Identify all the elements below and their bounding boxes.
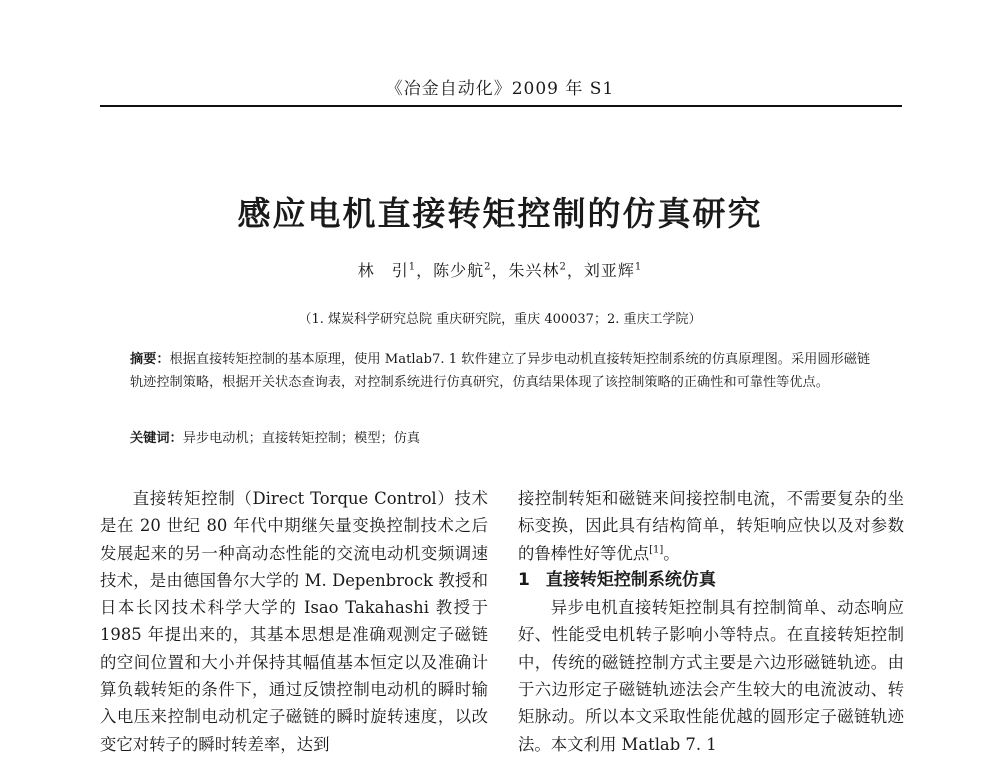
- author-name: 刘亚辉: [583, 261, 635, 280]
- author-affiliation-mark: 1: [408, 261, 417, 273]
- continued-text: 接控制转矩和磁链来间接控制电流，不需要复杂的坐标变换，因此具有结构简单，转矩响应快以及对参数的鲁棒性好等优点: [518, 489, 904, 563]
- abstract: [130, 348, 882, 394]
- keywords: [130, 427, 882, 446]
- author-separator: ，: [416, 261, 434, 280]
- abstract-label: 摘要：: [130, 352, 170, 367]
- header-rule: [100, 105, 902, 107]
- continued-paragraph: [518, 485, 904, 567]
- section-heading: [518, 567, 904, 594]
- paper-title: 感应电机直接转矩控制的仿真研究: [237, 194, 763, 233]
- keywords-label: 关键词：: [130, 431, 183, 446]
- keywords-text: 异步电动机；直接转矩控制；模型；仿真: [182, 431, 421, 446]
- section-number: 1: [518, 569, 530, 590]
- author-affiliation-mark: 1: [634, 261, 643, 273]
- author-name: 林 引: [357, 261, 409, 280]
- journal-running-head: 《冶金自动化》2009 年 S1: [385, 79, 615, 99]
- author-name: 陈少航: [433, 261, 485, 280]
- author-affiliation-mark: 2: [559, 261, 567, 273]
- author-name: 朱兴林: [508, 261, 560, 280]
- author-affiliation-mark: 2: [484, 261, 492, 273]
- left-column: [100, 485, 488, 758]
- affiliation: （1. 煤炭科学研究总院 重庆研究院，重庆 400037；2. 重庆工学院）: [298, 312, 702, 327]
- abstract-text: 根据直接转矩控制的基本原理，使用 Matlab7. 1 软件建立了异步电动机直接转矩控制系统的仿真原理图。采用圆形磁链轨迹控制策略，根据开关状态查询表，对控制系统进行仿真研究，仿真结果体现了该控制策略的正确性和可靠性等优点。: [130, 352, 871, 390]
- citation-mark: [1]: [649, 544, 664, 556]
- author-separator: ，: [566, 261, 584, 280]
- right-column: [518, 485, 904, 758]
- body-paragraph: 直接转矩控制（Direct Torque Control）技术是在 20 世纪 80 年代中期继矢量变换控制技术之后发展起来的另一种高动态性能的交流电动机变频调速技术，是由德国鲁尔大学的 M. Depenbrock 教授和日本长冈技术科学大学的 Isao Takahashi 教授于 1985 年提出来的，其基本思想是准确观测定子磁链的空间位置和大小并保持其幅值基本恒定以及准确计算负载转矩的条件下，通过反馈控制电动机的瞬时输入电压来控制电动机定子磁链的瞬时旋转速度，以改变它对转子的瞬时转差率，达到: [100, 489, 488, 754]
- author-separator: ，: [491, 261, 509, 280]
- continued-text-end: 。: [663, 543, 680, 563]
- section-title: 直接转矩控制系统仿真: [545, 569, 716, 590]
- author-list: [0, 258, 1000, 281]
- body-paragraph: 异步电机直接转矩控制具有控制简单、动态响应好、性能受电机转子影响小等特点。在直接转矩控制中，传统的磁链控制方式主要是六边形磁链轨迹。由于六边形定子磁链轨迹法会产生较大的电流波动、转矩脉动。所以本文采取性能优越的圆形定子磁链轨迹法。本文利用 Matlab 7. 1: [518, 598, 904, 754]
